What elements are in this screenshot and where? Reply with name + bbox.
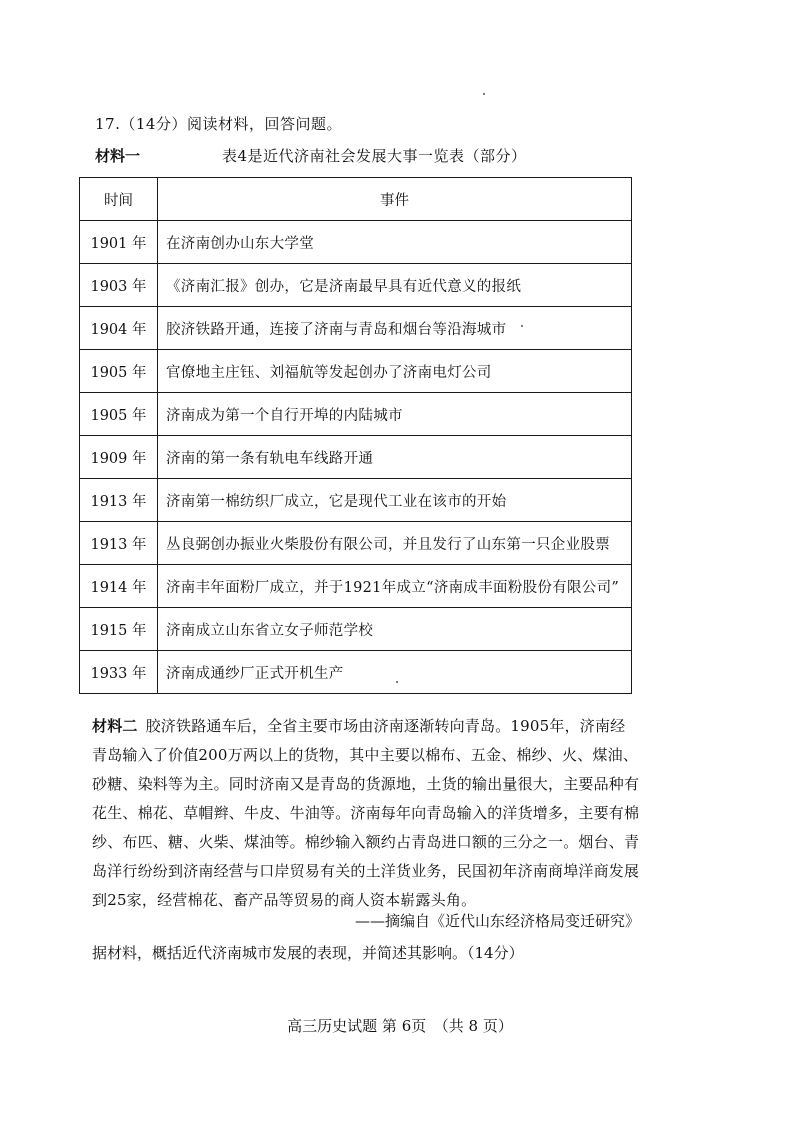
row-year: 1903 年 (80, 264, 158, 307)
table-row (80, 651, 632, 694)
scan-speck (483, 93, 485, 95)
row-event: 济南成为第一个自行开埠的内陆城市 (158, 393, 632, 436)
table-row (80, 221, 632, 264)
table-row (80, 393, 632, 436)
table-header-row (80, 178, 632, 221)
material-two-source: ——摘编自《近代山东经济格局变迁研究》 (354, 912, 640, 930)
row-event: 济南成通纱厂正式开机生产 (158, 651, 632, 694)
material-two (92, 712, 640, 915)
material-two-text: 胶济铁路通车后，全省主要市场由济南逐渐转向青岛。1905年，济南经青岛输入了价值200万两以上的货物，其中主要以棉布、五金、棉纱、火、煤油、砂糖、染料等为主。同时济南又是青岛的货源地，土货的输出量很大，主要品种有花生、棉花、草帽辫、牛皮、牛油等。济南每年向青岛输入的洋货增多，主要有棉纱、布匹、糖、火柴、煤油等。棉纱输入额约占青岛进口额的三分之一。烟台、青岛洋行纷纷到济南经营与口岸贸易有关的土洋货业务，民国初年济南商埠洋商发展到25家，经营棉花、畜产品等贸易的商人资本崭露头角。 (92, 717, 640, 909)
table-row (80, 565, 632, 608)
row-year: 1914 年 (80, 565, 158, 608)
row-year: 1933 年 (80, 651, 158, 694)
row-event: 《济南汇报》创办，它是济南最早具有近代意义的报纸 (158, 264, 632, 307)
table-row (80, 264, 632, 307)
header-time: 时间 (80, 178, 158, 221)
table-row (80, 307, 632, 350)
table-row (80, 479, 632, 522)
question-title: 17.（14分）阅读材料，回答问题。 (95, 115, 342, 133)
row-year: 1913 年 (80, 522, 158, 565)
row-event: 济南丰年面粉厂成立，并于1921年成立“济南成丰面粉股份有限公司” (158, 565, 632, 608)
table-caption: 表4是近代济南社会发展大事一览表（部分） (222, 147, 527, 165)
table-row (80, 436, 632, 479)
row-year: 1913 年 (80, 479, 158, 522)
row-year: 1901 年 (80, 221, 158, 264)
page-footer: 高三历史试题 第 6页 （共 8 页） (287, 1017, 513, 1035)
scan-speck (396, 681, 398, 683)
task-prompt: 据材料，概括近代济南城市发展的表现，并简述其影响。（14分） (92, 944, 524, 962)
row-year: 1909 年 (80, 436, 158, 479)
row-year: 1905 年 (80, 350, 158, 393)
table-row (80, 522, 632, 565)
row-year: 1904 年 (80, 307, 158, 350)
row-event: 济南的第一条有轨电车线路开通 (158, 436, 632, 479)
material-one-label: 材料一 (95, 147, 141, 165)
row-event: 济南成立山东省立女子师范学校 (158, 608, 632, 651)
material-two-label: 材料二 (92, 717, 138, 735)
row-event: 济南第一棉纺织厂成立，它是现代工业在该市的开始 (158, 479, 632, 522)
row-event: 丛良弼创办振业火柴股份有限公司，并且发行了山东第一只企业股票 (158, 522, 632, 565)
header-event: 事件 (158, 178, 632, 221)
table-row (80, 350, 632, 393)
row-year: 1915 年 (80, 608, 158, 651)
row-event: 胶济铁路开通，连接了济南与青岛和烟台等沿海城市 (158, 307, 632, 350)
table-row (80, 608, 632, 651)
events-table (79, 177, 632, 694)
scan-speck (521, 325, 523, 327)
row-event: 在济南创办山东大学堂 (158, 221, 632, 264)
row-event: 官僚地主庄钰、刘福航等发起创办了济南电灯公司 (158, 350, 632, 393)
row-year: 1905 年 (80, 393, 158, 436)
